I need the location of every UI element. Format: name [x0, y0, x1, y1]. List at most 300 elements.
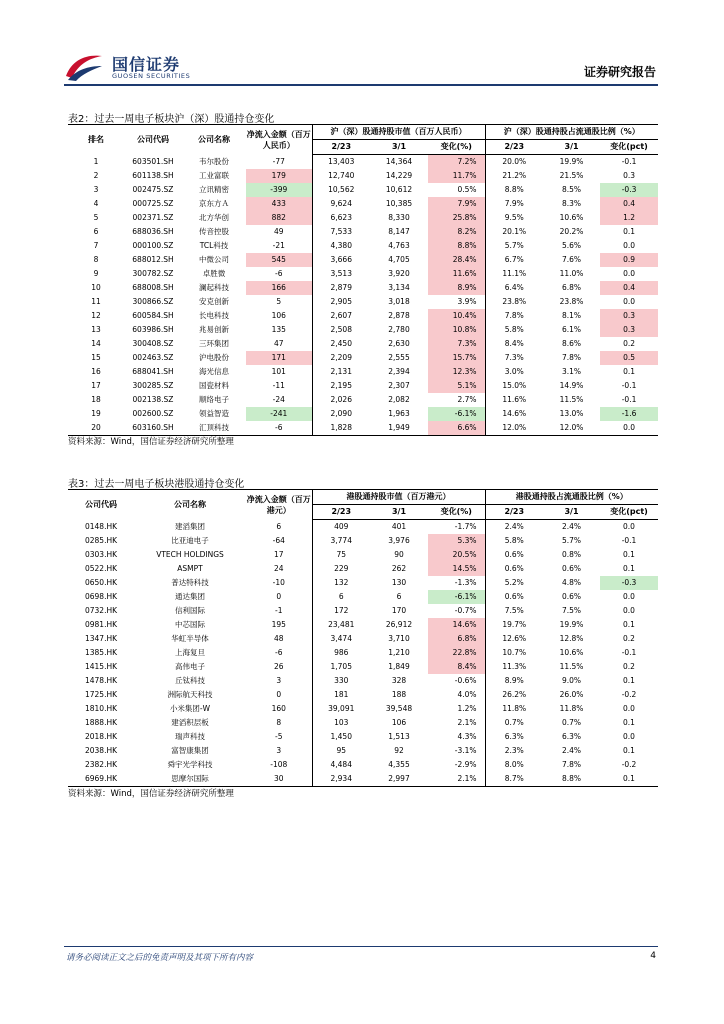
cell-rchg: 0.2: [623, 662, 635, 671]
cell-rchg: 0.0: [623, 732, 635, 741]
cell-rank: 7: [93, 241, 99, 250]
cell-r1: 23.8%: [485, 295, 543, 309]
t2-header-r-d1: 2/23: [485, 140, 543, 155]
cell-rchg: 0.2: [623, 339, 635, 348]
cell-rank: 6: [93, 227, 99, 236]
cell-name: 上海复旦: [175, 648, 205, 657]
cell-mvchg: 5.1%: [428, 379, 485, 393]
t2-header-inflow: 净流入金额（百万人民币）: [246, 125, 312, 155]
cell-code: 002463.SZ: [132, 353, 174, 362]
t2-header-mv-group: 沪（深）股通持股市值（百万人民币）: [312, 125, 485, 140]
cell-inflow: -108: [270, 760, 288, 769]
cell-mv2: 130: [391, 578, 407, 587]
cell-name: 华虹半导体: [171, 634, 209, 643]
cell-mv1: 2,508: [312, 323, 370, 337]
cell-code: 2038.HK: [84, 746, 118, 755]
cell-inflow: 3: [276, 676, 282, 685]
cell-mv1: 229: [312, 562, 370, 576]
cell-r1: 8.4%: [485, 337, 543, 351]
cell-r1: 7.9%: [485, 197, 543, 211]
cell-rchg: 0.9: [600, 253, 658, 267]
cell-mv2: 14,364: [385, 157, 413, 166]
cell-mv1: 4,484: [312, 758, 370, 772]
t3-header-r-chg: 变化(pct): [600, 505, 658, 520]
table-row: [68, 618, 658, 632]
cell-r2: 7.5%: [561, 606, 582, 615]
cell-code: 1888.HK: [84, 718, 118, 727]
cell-rchg: 0.1: [623, 746, 635, 755]
cell-mv2: 1,949: [370, 421, 428, 436]
cell-mv1: 95: [312, 744, 370, 758]
cell-name: 瑞声科技: [175, 732, 205, 741]
cell-name: 汇顶科技: [182, 421, 246, 436]
cell-rchg: 0.0: [623, 297, 635, 306]
guosen-logo: [64, 50, 224, 86]
cell-mv1: 2,905: [312, 295, 370, 309]
cell-rchg: -1.6: [600, 407, 658, 421]
cell-mv1: 2,450: [312, 337, 370, 351]
cell-mvchg: -1.7%: [454, 522, 477, 531]
cell-mvchg: 6.6%: [428, 421, 485, 436]
table-row: [68, 253, 658, 267]
cell-mv1: 39,091: [312, 702, 370, 716]
cell-name: 丘钛科技: [175, 676, 205, 685]
cell-code: 603160.SH: [124, 421, 182, 436]
cell-r1: 6.3%: [485, 730, 543, 744]
cell-code: 688012.SH: [132, 255, 174, 264]
cell-mv1: 330: [312, 674, 370, 688]
table-row: [68, 197, 658, 211]
cell-mv1: 23,481: [312, 618, 370, 632]
cell-name: 领益智造: [199, 409, 229, 418]
cell-name: 富智康集团: [171, 746, 209, 755]
cell-mv1: 132: [312, 576, 370, 590]
cell-mv2: 2,630: [388, 339, 410, 348]
cell-inflow: 166: [246, 281, 312, 295]
cell-name: 长电科技: [199, 311, 229, 320]
cell-r2: 6.3%: [561, 732, 582, 741]
cell-r2: 11.8%: [559, 704, 584, 713]
cell-rchg: -0.1: [621, 157, 637, 166]
cell-r1: 11.1%: [485, 267, 543, 281]
cell-inflow: -399: [246, 183, 312, 197]
cell-mv1: 181: [312, 688, 370, 702]
cell-inflow: 195: [271, 620, 286, 629]
cell-r2: 8.1%: [562, 311, 582, 320]
cell-code: 300782.SZ: [132, 269, 174, 278]
cell-code: 1415.HK: [84, 662, 118, 671]
cell-r2: 8.3%: [562, 199, 582, 208]
cell-inflow: -24: [272, 395, 285, 404]
table-row: [68, 281, 658, 295]
cell-code: 0698.HK: [84, 592, 118, 601]
t3-header-ratio-group: 港股通持股占流通股比例（%）: [485, 490, 658, 505]
cell-r2: 11.5%: [559, 662, 584, 671]
cell-mvchg: -6.1%: [428, 407, 485, 421]
cell-name: 小米集团-W: [169, 704, 211, 713]
cell-r2: 23.8%: [559, 297, 584, 306]
cell-mv2: 262: [391, 564, 407, 573]
cell-code: 300866.SZ: [132, 297, 174, 306]
cell-mv1: 3,474: [312, 632, 370, 646]
cell-mv2: 26,912: [385, 620, 413, 629]
table-row: [68, 225, 658, 239]
cell-code: 0285.HK: [84, 536, 118, 545]
cell-mv2: 2,082: [388, 395, 410, 404]
cell-mv1: 1,705: [312, 660, 370, 674]
cell-code: 0148.HK: [84, 521, 118, 531]
cell-code: 603501.SH: [132, 156, 174, 166]
cell-mv2: 1,513: [388, 732, 410, 741]
cell-mvchg: 20.5%: [428, 548, 485, 562]
cell-mv1: 10,562: [312, 183, 370, 197]
cell-mvchg: 7.9%: [428, 197, 485, 211]
table-row: [68, 548, 658, 562]
cell-code: 002371.SZ: [132, 213, 174, 222]
cell-name: 通达集团: [175, 592, 205, 601]
cell-code: 002138.SZ: [132, 395, 174, 404]
table-row: [68, 155, 658, 170]
cell-inflow: 101: [271, 367, 286, 376]
cell-code: 000100.SZ: [132, 241, 174, 250]
logo-english-name: GUOSEN SECURITIES: [112, 72, 191, 80]
cell-mv2: 2,997: [370, 772, 428, 787]
table-row: [68, 309, 658, 323]
cell-rank: 10: [91, 283, 101, 292]
cell-name: 京东方Ａ: [199, 199, 229, 208]
cell-mvchg: 3.9%: [457, 297, 477, 306]
cell-mv1: 2,131: [312, 365, 370, 379]
cell-r1: 21.2%: [485, 169, 543, 183]
cell-inflow: 179: [246, 169, 312, 183]
footer-divider: [64, 946, 658, 947]
cell-mvchg: -1.3%: [454, 578, 477, 587]
cell-r2: 0.6%: [561, 564, 582, 573]
cell-rank: 18: [91, 395, 101, 404]
t3-header-inflow: 净流入金额（百万港元）: [246, 490, 312, 520]
t2-header-mv-chg: 变化(%): [428, 140, 485, 155]
cell-mv1: 4,380: [312, 239, 370, 253]
cell-mvchg: 8.8%: [428, 239, 485, 253]
cell-mv1: 2,209: [312, 351, 370, 365]
t3-header-mv-d1: 2/23: [312, 505, 370, 520]
cell-rchg: 0.3: [600, 323, 658, 337]
cell-code: 1478.HK: [84, 676, 118, 685]
cell-code: 0650.HK: [84, 578, 118, 587]
cell-rchg: -0.3: [600, 576, 658, 590]
cell-mv2: 3,134: [388, 283, 410, 292]
t3-header-name: 公司名称: [134, 490, 246, 520]
cell-mv2: 2,555: [388, 353, 410, 362]
cell-rank: 9: [93, 269, 99, 278]
cell-r1: 20.0%: [485, 155, 543, 170]
cell-r1: 6.7%: [485, 253, 543, 267]
t3-header-mv-chg: 变化(%): [428, 505, 485, 520]
cell-rank: 11: [91, 297, 101, 306]
t3-header-r-d1: 2/23: [485, 505, 543, 520]
cell-code: 002475.SZ: [132, 185, 174, 194]
cell-code: 300408.SZ: [132, 339, 174, 348]
cell-rchg: -0.1: [621, 536, 637, 545]
cell-mvchg: 12.3%: [428, 365, 485, 379]
table2-northbound-holdings: [68, 124, 658, 436]
table-row: [68, 379, 658, 393]
cell-mv2: 4,355: [388, 760, 410, 769]
cell-inflow: 5: [276, 297, 282, 306]
cell-mvchg: -3.1%: [454, 746, 477, 755]
cell-mvchg: -2.9%: [454, 760, 477, 769]
cell-mv2: 3,920: [388, 269, 410, 278]
cell-rchg: 0.0: [600, 421, 658, 436]
table-row: [68, 407, 658, 421]
cell-name: 工业富联: [199, 171, 229, 180]
cell-r2: 19.9%: [559, 157, 584, 166]
cell-inflow: -6: [275, 648, 283, 657]
cell-mv2: 170: [391, 606, 407, 615]
cell-rank: 19: [91, 409, 101, 418]
cell-rchg: -0.1: [621, 648, 637, 657]
cell-code: 002600.SZ: [132, 409, 174, 418]
cell-inflow: 106: [271, 311, 286, 320]
cell-r1: 7.5%: [485, 604, 543, 618]
cell-code: 0732.HK: [84, 606, 118, 615]
cell-r2: 6.8%: [562, 283, 582, 292]
cell-inflow: 433: [246, 197, 312, 211]
cell-rank: 5: [93, 213, 99, 222]
cell-mv2: 10,385: [385, 199, 413, 208]
table-row: [68, 323, 658, 337]
cell-r2: 12.8%: [559, 634, 584, 643]
cell-inflow: 882: [246, 211, 312, 225]
cell-code: 1725.HK: [84, 690, 118, 699]
cell-r1: 5.8%: [485, 323, 543, 337]
cell-r2: 6.1%: [562, 325, 582, 334]
table-row: [68, 421, 658, 436]
cell-rank: 14: [91, 339, 101, 348]
table-row: [68, 295, 658, 309]
cell-mv1: 2,934: [312, 772, 370, 787]
cell-inflow: -21: [272, 241, 285, 250]
cell-code: 6969.HK: [68, 772, 134, 787]
cell-mvchg: -0.7%: [454, 606, 477, 615]
table-row: [68, 534, 658, 548]
header-divider: [64, 84, 658, 86]
cell-r1: 0.7%: [485, 716, 543, 730]
cell-mv1: 12,740: [312, 169, 370, 183]
cell-r1: 8.0%: [485, 758, 543, 772]
cell-mv1: 75: [312, 548, 370, 562]
t3-header-mv-group: 港股通持股市值（百万港元）: [312, 490, 485, 505]
cell-mvchg: 8.9%: [428, 281, 485, 295]
table-row: [68, 169, 658, 183]
cell-mv2: 2,394: [388, 367, 410, 376]
cell-rchg: 0.0: [623, 606, 635, 615]
cell-rchg: 1.2: [600, 211, 658, 225]
cell-rchg: 0.1: [623, 564, 635, 573]
cell-code: 1385.HK: [84, 648, 118, 657]
cell-rchg: 0.1: [623, 718, 635, 727]
table2-caption: 表2：过去一周电子板块沪（深）股通持仓变化: [68, 114, 275, 125]
cell-mv2: 8,147: [388, 227, 410, 236]
cell-rank: 16: [91, 367, 101, 376]
cell-rchg: -0.2: [621, 690, 637, 699]
cell-code: 1810.HK: [84, 704, 118, 713]
table-row: [68, 393, 658, 407]
cell-r2: 10.6%: [559, 213, 584, 222]
cell-r2: 0.6%: [561, 592, 582, 601]
cell-r2: 0.8%: [561, 550, 582, 559]
cell-mv1: 6,623: [312, 211, 370, 225]
cell-mv1: 2,879: [312, 281, 370, 295]
cell-rchg: 0.0: [623, 592, 635, 601]
cell-rchg: 0.0: [623, 704, 635, 713]
table-row: [68, 646, 658, 660]
cell-mv1: 3,774: [312, 534, 370, 548]
cell-r2: 4.8%: [561, 578, 582, 587]
cell-r2: 20.2%: [559, 227, 584, 236]
cell-name: 北方华创: [199, 213, 229, 222]
cell-r1: 0.6%: [485, 562, 543, 576]
cell-rank: 1: [93, 156, 99, 166]
cell-r1: 11.6%: [485, 393, 543, 407]
cell-code: 600584.SH: [132, 311, 174, 320]
cell-r1: 7.3%: [485, 351, 543, 365]
cell-rchg: 0.0: [623, 241, 635, 250]
cell-mvchg: 4.3%: [457, 732, 477, 741]
t3-header-code: 公司代码: [68, 490, 134, 520]
cell-r2: 2.4%: [561, 522, 582, 531]
cell-mvchg: 6.8%: [428, 632, 485, 646]
cell-r1: 9.5%: [485, 211, 543, 225]
cell-mvchg: 0.5%: [457, 185, 477, 194]
cell-inflow: 48: [273, 634, 284, 643]
cell-inflow: 3: [276, 746, 282, 755]
cell-inflow: 24: [273, 564, 284, 573]
cell-rchg: -0.2: [621, 760, 637, 769]
cell-r1: 10.7%: [485, 646, 543, 660]
cell-mvchg: 15.7%: [428, 351, 485, 365]
cell-rchg: 0.1: [600, 772, 658, 787]
footer-disclaimer: 请务必阅读正文之后的免责声明及其项下所有内容: [66, 953, 254, 963]
cell-mv2: 4,705: [388, 255, 410, 264]
cell-name: 比亚迪电子: [171, 536, 209, 545]
cell-r2: 11.0%: [559, 269, 584, 278]
cell-r2: 8.6%: [562, 339, 582, 348]
cell-rchg: 0.1: [623, 367, 635, 376]
cell-name: 思摩尔国际: [134, 772, 246, 787]
cell-code: 688041.SH: [132, 367, 174, 376]
cell-mv2: 3,976: [388, 536, 410, 545]
cell-name: 建滔集团: [175, 521, 205, 531]
cell-rank: 8: [93, 255, 99, 264]
cell-mv1: 172: [312, 604, 370, 618]
table-row: [68, 562, 658, 576]
cell-mv2: 1,210: [388, 648, 410, 657]
cell-rank: 3: [93, 185, 99, 194]
cell-rchg: -0.1: [621, 381, 637, 390]
table-row: [68, 744, 658, 758]
cell-mv2: 10,612: [385, 185, 413, 194]
cell-inflow: 0: [276, 592, 282, 601]
cell-code: 0522.HK: [84, 564, 118, 573]
cell-rchg: -0.3: [600, 183, 658, 197]
cell-mvchg: 14.6%: [428, 618, 485, 632]
logo-chinese-name: 国信证券: [112, 55, 181, 74]
t2-header-mv-d1: 2/23: [312, 140, 370, 155]
cell-mvchg: 8.2%: [428, 225, 485, 239]
cell-r1: 19.7%: [485, 618, 543, 632]
cell-name: 兆易创新: [199, 325, 229, 334]
cell-inflow: -241: [246, 407, 312, 421]
cell-mvchg: 7.3%: [428, 337, 485, 351]
cell-mv1: 13,403: [312, 155, 370, 170]
cell-inflow: -10: [272, 578, 285, 587]
cell-mvchg: 8.4%: [428, 660, 485, 674]
cell-name: 卓胜微: [202, 269, 226, 278]
cell-r2: 10.6%: [559, 648, 584, 657]
cell-rchg: 0.1: [623, 676, 635, 685]
cell-r2: 9.0%: [561, 676, 582, 685]
cell-mv1: 103: [312, 716, 370, 730]
cell-code: 000725.SZ: [132, 199, 174, 208]
cell-mv2: 401: [391, 522, 407, 531]
cell-mv1: 3,513: [312, 267, 370, 281]
cell-r1: 0.6%: [485, 548, 543, 562]
cell-name: 三环集团: [199, 339, 229, 348]
cell-inflow: 49: [273, 227, 284, 236]
cell-mv1: 3,666: [312, 253, 370, 267]
cell-r1: 6.4%: [485, 281, 543, 295]
cell-name: 沪电股份: [199, 353, 229, 362]
table3-southbound-holdings: [68, 489, 658, 787]
cell-mvchg: 2.1%: [457, 718, 477, 727]
cell-r1: 5.8%: [485, 534, 543, 548]
cell-rchg: 0.1: [623, 550, 635, 559]
cell-mv2: 8,330: [388, 213, 410, 222]
table-row: [68, 211, 658, 225]
cell-rchg: 0.0: [623, 522, 635, 531]
cell-r2: 2.4%: [561, 746, 582, 755]
cell-name: 普达特科技: [171, 578, 209, 587]
cell-mv2: 3,018: [388, 297, 410, 306]
cell-r1: 11.3%: [485, 660, 543, 674]
table-row: [68, 702, 658, 716]
table-row: [68, 351, 658, 365]
cell-r1: 3.0%: [485, 365, 543, 379]
cell-rank: 12: [91, 311, 101, 320]
table2-source: 资料来源：Wind，国信证券经济研究所整理: [68, 437, 234, 447]
report-type-label: 证券研究报告: [583, 65, 656, 79]
cell-r2: 11.5%: [559, 395, 584, 404]
cell-mvchg: 10.4%: [428, 309, 485, 323]
cell-mvchg: -0.6%: [454, 676, 477, 685]
cell-mvchg: 1.2%: [457, 704, 477, 713]
cell-r1: 20.1%: [485, 225, 543, 239]
cell-r1: 14.6%: [485, 407, 543, 421]
cell-r1: 8.8%: [485, 183, 543, 197]
cell-mv2: 3,710: [388, 634, 410, 643]
cell-rchg: 0.4: [600, 197, 658, 211]
page-header: [0, 0, 724, 90]
cell-mvchg: -6.1%: [428, 590, 485, 604]
t3-header-mv-d2: 3/1: [370, 505, 428, 520]
cell-mvchg: 25.8%: [428, 211, 485, 225]
cell-mv2: 188: [391, 690, 407, 699]
cell-mv2: 1,963: [388, 409, 410, 418]
cell-code: 1347.HK: [84, 634, 118, 643]
table3-caption: 表3：过去一周电子板块港股通持仓变化: [68, 479, 245, 490]
cell-r2: 5.7%: [561, 536, 582, 545]
